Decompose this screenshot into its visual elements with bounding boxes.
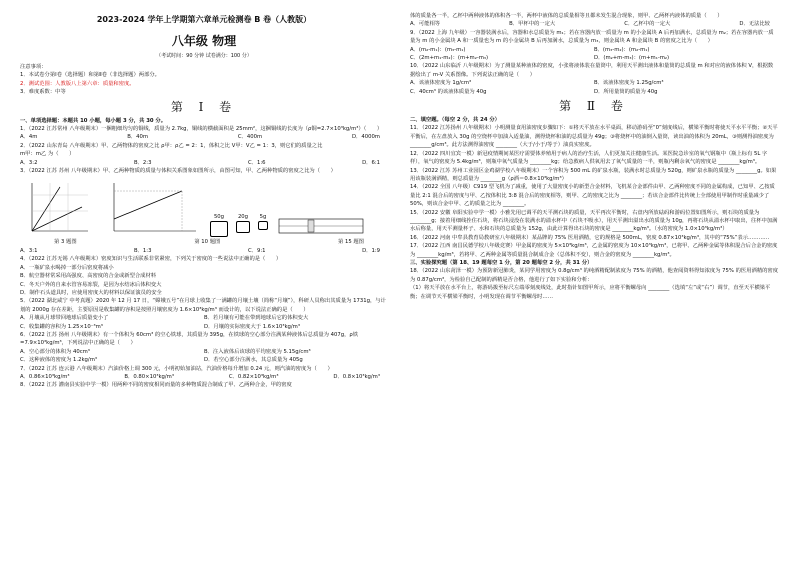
- option: C．(2m+m₁-m₂)：(m+m₂-m₃): [410, 55, 489, 62]
- option: A．月壤从月球带回地球后质量变小了: [20, 315, 109, 322]
- option: B．2:3: [134, 159, 152, 166]
- question-4: 4．（2022 江苏无锡 八年级期末）密度知识与生活联系非常紧密，下列关于密度的一些说法中正确的是（ ）: [20, 256, 282, 263]
- option: B．0.80×10³kg/m³: [124, 373, 174, 380]
- question-9-options: [410, 46, 778, 63]
- option: D．1:9: [362, 247, 380, 254]
- weight-20g: [236, 213, 250, 237]
- exam-meta: （考试时间：90 分钟 试卷满分：100 分）: [156, 53, 252, 59]
- weight-5g: [258, 213, 268, 237]
- option: D．6:1: [362, 159, 380, 166]
- option: C．收集罐的容积为 1.25×10⁻³m³: [20, 323, 103, 330]
- section-3-heading: 三、实验探究题（第 18、19 题每空 1 分，第 20 题每空 2 分，共 31 分）: [410, 259, 593, 266]
- question-8-options: [410, 20, 778, 28]
- option: A．3:1: [20, 247, 38, 254]
- figure-caption: 第 10 题图: [194, 239, 221, 246]
- figure-q3-graph: [20, 181, 90, 237]
- option: C．40cm³ 的该液体质量为 40g: [410, 88, 487, 95]
- option: A．0.86×10³kg/m³: [20, 373, 70, 380]
- question-2: 2．（2022 山东青岛 八年级期末）甲、乙两物体的密度之比 ρ甲：ρ乙 = 2：1，体积之比 V甲：V乙 = 1：3，则它们的质量之比: [20, 142, 323, 149]
- question-5-options: [20, 314, 388, 331]
- option: C．9:1: [248, 247, 266, 254]
- notice-2: 2．测试范围：人教版八上第六章：质量和密度。: [20, 80, 135, 87]
- question-16: 16．（2022 河南 中牟县教育局教研室八年级期末）某品牌的 75% 医用酒精，它的规格是 500mL，密度 0.87×10³kg/m³，其中的“75%”表示…………: [410, 234, 770, 241]
- question-5: 5．（2022 湖北咸宁 中考真题）2020 年 12 月 17 日，“嫦娥五号”在月球上收集了一满罐的月壤土壤（简称“月壤”），科研人员称出其质量为 1731g，与计划的 2000g 存在差距，主要原因是收集罐的容积是按照月壤密度为 1.6×10³kg/m³ 而设计的，以下说法正确的是（ ）: [20, 298, 386, 313]
- section-2-heading: 二、填空题。（每空 2 分，共 24 分）: [410, 117, 500, 124]
- notice-3: 3．难度系数：中等: [20, 89, 66, 96]
- section-1-heading: 一、单项选择题：本题共 10 小题，每小题 3 分，共 30 分。: [20, 117, 167, 124]
- question-9: 9．（2022 上海 九年级）一容器装满水后，容器和水总质量为 m₁；若在容器内放一质量为 m 的小金属块 A 后再加满水，总质量为 m₂；若在容器内放一质量为 m 的小金属块 A 和一质量也为 m 的小金属块 B 后再加满水，总质量为 m₃，则金属块 A 和金属块 B 的密度之比为（ ）: [410, 29, 774, 45]
- option: A．一瓶矿泉水喝掉一部分后密度将减小: [20, 264, 114, 271]
- question-8: 8．（2022 江苏 灌南县实验中学一模）用两种不同的密度相同而量的多种物质混合制成了甲、乙两种合金，甲的密度: [20, 382, 292, 389]
- notice-1: 1．本试卷分第Ⅰ卷（选择题）和第Ⅱ卷（非选择题）两部分。: [20, 72, 160, 79]
- option: D．月壤的实际密度大于 1.6×10³kg/m³: [204, 323, 300, 330]
- figure-captions: [20, 238, 388, 246]
- question-10: 10．（2022 山东临沂 八年级期末）为了测量某种液体的密度，小张将液体装在量筒中，利用天平测出液体和量筒的总质量 m 和对应的液体体积 V，根据数据绘出了 m-V 关系图像。下列说法正确的是（ ）: [410, 63, 774, 78]
- option: B．注入液体后该球的平均密度为 5.15g/cm³: [204, 348, 311, 355]
- question-13: 13．（2022 江苏 苏州工业园区金鸡湖学校八年级期末）一个容积为 500 mL 的矿泉水瓶，装满水时总质量为 520g，则矿泉水瓶的质量为 ________g。如果用该瓶装满酒精，则总质量为 ________g（ρ酒＝0.8×10³kg/m³）: [410, 167, 777, 182]
- option: B．40m: [127, 134, 149, 141]
- exam-title: 2023-2024 学年上学期第六章单元检测卷 B 卷（人教版）: [96, 15, 312, 24]
- question-18: 18．（2022 山东菏泽一模）为预防新冠肺炎，某同学用密度为 0.8g/cm³ 的纯酒精配制浓度为 75% 的酒精，他查阅资料得知浓度为 75% 的医用酒精的密度为 0.87g/cm³，为检验自己配制的酒精是否合格，他进行了如下实验和分析：: [410, 268, 779, 283]
- right-column: [410, 12, 778, 301]
- option: D．所用量筒的质量为 40g: [594, 88, 658, 95]
- question-11: 11．（2022 江苏扬州 八年级期末）小明测量食用油密度步骤如下：①将天平放在水平桌面，移动游码至“0”刻度线后，横梁平衡时将使天平水平平衡；②天平平衡后，在左盘放入 30g 的空烧杯中加油入适量油，测得烧杯和油的总质量为 49g；③将烧杯中的油倒入量筒，读出油的体积为 20mL，③则测得油密度为 ________g/cm³。此方法测得油密度 ________（大于/小于/等于）油真实密度。: [410, 125, 778, 149]
- question-2-cont: m甲：m乙 为（ ）: [20, 151, 75, 158]
- option: D．制作石头道具时，应使用密度大的材料以保证演员的安全: [20, 289, 162, 296]
- question-18-part-1: （1）将天平放在水平台上，将游码拨至标尺左端零刻度线处，此时指针如图甲所示，应将平衡螺母向 ________（选填“左”或“右”）调节，直至天平横梁平衡；在调节天平横梁平衡时，小明发现在调节平衡螺母时……: [410, 285, 771, 300]
- question-2-options: [20, 159, 388, 167]
- option: B．甲杯中的一定大: [509, 21, 556, 28]
- weight-50g: [210, 213, 228, 237]
- option: D．4000m: [351, 134, 380, 141]
- option: D．无法比较: [739, 21, 770, 28]
- question-6: 6．（2022 江苏 扬州 八年级期末）有一个体积为 60cm³ 的空心铁球，其质量为 395g，在铁球的空心部分注满某种液体后总质量为 407g，ρ铁=7.9×10³kg/m³，下列说法中正确的是（ ）: [20, 331, 359, 347]
- option: B．(m₃-m₂)：(m₂-m₁): [594, 46, 650, 53]
- question-7-options: [20, 373, 388, 381]
- weight-label: 50g: [213, 214, 225, 221]
- question-10-options: [410, 79, 778, 96]
- question-1: 1．（2022 江苏常州 八年级期末）一捆粗细均匀的铜线，质量为 2.7kg，铜线的横截面积是 25mm²，这捆铜线的长度为（ρ铜=2.7×10³kg/m³）（ ）: [20, 126, 383, 133]
- figures-row: [20, 177, 388, 237]
- question-3: 3．（2022 江苏 苏州 八年级期末）甲、乙两种物质的质量与体积关系图象如图所示，由图可知，甲、乙两种物质的密度之比为（ ）: [20, 168, 336, 175]
- question-17: 17．（2022 江西 南昌民德学校八年级竞赛）甲金属的密度为 5×10³kg/m³，乙金属的密度为 10×10³kg/m³，已将甲、乙两种金属等体积混合后合金的密度为 ________kg/m³，若将甲、乙两种金属等质量混合制成合金（总体积不变），则合金的密度为 ________kg/m³。: [410, 243, 778, 258]
- option: C．冬天户外的自来水管容易冻裂，是因为水结冰后体积变大: [20, 281, 162, 288]
- weight-label: 5g: [259, 214, 267, 221]
- figure-q10-graph: [100, 181, 200, 237]
- left-column: [20, 12, 388, 390]
- figure-q15-weights: [210, 213, 268, 237]
- option: C．1:6: [248, 159, 266, 166]
- option: C．0.82×10³kg/m³: [228, 373, 279, 380]
- subject-title: 八年级 物理: [171, 34, 237, 48]
- question-14: 14．（2022 全国 八年级）C919 型飞机为了减重，使用了大量密度小的新型合金材料，飞机某合金部件由甲、乙两种密度不同的金属构成，已知甲、乙按质量比 2:1 混合后的密度与甲、乙按体积比 3:8 混合后的密度相等，则甲、乙的密度之比为 ________；若该合金部件比传统上全部使用甲制作时重量减少了 50%，则该合金中甲、乙的质量之比为 ________。: [410, 184, 775, 208]
- question-12: 12．（2022 四川宜宾一模）新冠疫情期间某医疗需要体养殖用于病人的治疗生活，人们更加关注健康生活。某医院急诊室的氧气钢瓶中（瓶上标有 5L 字样），氧气的密度为 5.4kg/m³，则瓶中氧气质量为 ________kg；给急救病人供氧用去了氧气质量的一半，则瓶内剩余氧气的密度是 ________kg/m³。: [410, 150, 768, 166]
- option: D．0.8×10³kg/m³: [333, 373, 380, 380]
- question-1-options: [20, 133, 388, 141]
- option: D．若空心部分注满水，其总质量为 405g: [204, 357, 303, 364]
- question-6-options: [20, 348, 388, 365]
- notice-label: 注意事项：: [20, 64, 47, 70]
- option: B．航空器材常采用高强度、高密度的合金或新型合成材料: [20, 273, 157, 280]
- question-15: 15．（2022 安徽 阜阳实验中学一模）小雅先用已调平的天平测石块的质量，天平再次平衡时，右盘内所放砝码和游码位置如图所示，则石块的质量为 ________g；接着用细线拴住石块，将石块浸没在装满水的溢水杯中（石块不吸水），用天平测出溢出水的质量为 10g，再将石块从溢水杯中取出，往杯中加满水后称量，用天平测量杯子、水和石块的总质量为 152g，由此计算得出石块的密度是 ________kg/m³。（水的密度为 1.0×10³kg/m³）: [410, 209, 778, 233]
- option: C．400m: [237, 134, 263, 141]
- figure-caption: 第 3 题图: [54, 239, 77, 246]
- volume-1-title: 第 Ⅰ 卷: [170, 99, 238, 114]
- figure-q15-ruler: [278, 215, 364, 237]
- option: C．乙杯中的一定大: [624, 21, 671, 28]
- option: A．可能相等: [410, 21, 441, 28]
- option: A．空心部分的体积为 40cm³: [20, 348, 90, 355]
- option: B．该液体密度为 1.25g/cm³: [594, 80, 664, 87]
- option: A．4m: [20, 134, 38, 141]
- question-8-cont: 体的质量各一半，乙杯中两种液体的体积各一半，两杯中液体的总质量相等且都未发生混合现象，则甲、乙两杯内液体的质量（ ）: [410, 13, 723, 19]
- option: D．(m₂+m-m₃)：(m+m₁-m₂): [594, 55, 670, 62]
- option: A．(m₂-m₁)：(m₃-m₁): [410, 46, 466, 53]
- volume-2-title: 第 Ⅱ 卷: [559, 99, 629, 114]
- option: C．这种液体的密度为 1.2kg/m³: [20, 357, 97, 364]
- question-7: 7．（2022 江苏 连云港 八年级期末）汽油价格上调 300 元，小明初始加油站，汽油价格每升增加 0.24 元，则汽油的密度为（ ）: [20, 365, 333, 372]
- question-3-options: [20, 247, 388, 255]
- option: B．若月壤有可能在带到地球后它的体积变大: [204, 315, 309, 322]
- weight-label: 20g: [237, 214, 249, 221]
- option: A．该液体密度为 1g/cm³: [410, 80, 472, 87]
- option: B．1:3: [134, 247, 152, 254]
- option: A．3:2: [20, 159, 38, 166]
- figure-caption: 第 15 题图: [337, 239, 364, 246]
